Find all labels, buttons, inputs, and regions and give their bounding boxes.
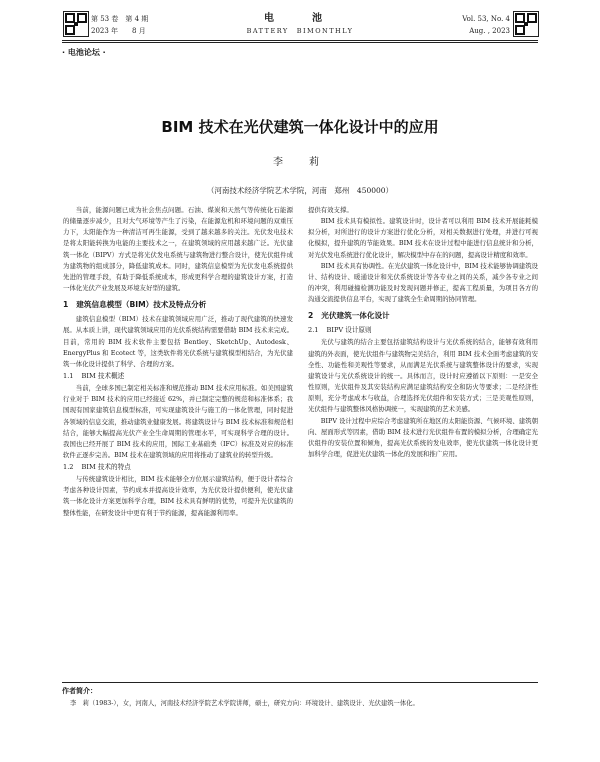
journal-name-cn: 电 池: [264, 13, 336, 24]
article-title: BIM 技术在光伏建筑一体化设计中的应用: [161, 118, 439, 136]
body-paragraph: 建筑信息模型（BIM）技术在建筑领域应用广泛，推动了现代建筑的快速发展。从本质上讲，现代建筑领域应用的光伏系统结构需要借助 BIM 技术来完成。目前，常用的 BIM 技术软件主要包括 Bentley、SketchUp、Autodesk、EnergyPlus 和 Ecotect 等，这类软件将光伏系统与建筑模型相结合，为光伏建筑一体化设计提供了科学、合理的方案。: [63, 315, 293, 368]
body-paragraph: BIPV 设计过程中应综合考虑建筑所在地区的太阳能资源、气候环境、建筑朝向、屋面形式等因素，借助 BIM 技术进行光伏组件布置的模拟分析，合理确定光伏组件的安装位置和倾角，提高光伏系统的发电效率，使光伏建筑一体化设计更加科学合理，促进光伏建筑一体化的发展和推广应用。: [308, 416, 538, 458]
footnote-rule: [62, 682, 538, 683]
section-heading: 1 建筑信息模型（BIM）技术及特点分析: [63, 300, 207, 310]
journal-name-en: BATTERY BIMONTHLY: [246, 27, 354, 35]
header-rule: [62, 40, 538, 41]
subsection-heading: 1.1 BIM 技术概述: [63, 372, 125, 381]
section-heading: 2 光伏建筑一体化设计: [308, 311, 390, 321]
footnote-label: 作者简介：: [62, 687, 97, 695]
header-rule-thin: [62, 42, 538, 43]
body-column-left: [63, 205, 293, 671]
header-issue-en: [436, 13, 510, 37]
subsection-heading: 1.2 BIM 技术的特点: [63, 463, 131, 472]
section-tag: · 电池论坛 ·: [62, 48, 106, 57]
volume-cn: 第 53 卷 第 4 期: [91, 15, 149, 23]
intro-paragraph: 当前，能源问题已成为社会焦点问题。石油、煤炭和天然气等传统化石能源的储量逐步减少，且对大气环境等产生了污染，在能源危机和环境问题的双重压力下，太阳能作为一种清洁可再生能源，受到了越来越多的关注。光伏发电技术是将太阳能转换为电能的主要技术之一，在建筑领域的应用越来越广泛。光伏建筑一体化（BIPV）方式是将光伏发电系统与建筑物进行整合设计，使光伏组件成为建筑物的组成部分，降低建筑成本。同时，建筑信息模型为光伏发电系统提供先进的管理手段，有助于降低系统成本，形成更科学合理的建筑设计方案，打造一体化光伏产业发展及环境友好型的建筑。: [63, 206, 293, 293]
body-paragraph: 光伏与建筑的结合主要包括建筑结构设计与光伏系统的结合，能够有效利用建筑的外表面，使光伏组件与建筑物完美结合，利用 BIM 技术全面考虑建筑的安全性、功能性和美观性等要求，从而满足光伏系统与建筑整体设计的要求，实现建筑设计与光伏系统设计的统一。具体而言，设计时应遵循以下原则：一是安全性原则，光伏组件及其安装结构应满足建筑结构安全和防火等要求；二是经济性原则，充分考虑成本与收益，合理选择光伏组件和安装方式；三是美观性原则，光伏组件与建筑整体风格协调统一，实现建筑的艺术美感。: [308, 338, 538, 414]
footnote-text: 李 莉（1983-），女，河南人，河南技术经济学院艺术学院讲师，硕士，研究方向：环境设计、建筑设计、光伏建筑一体化。: [70, 700, 419, 707]
article-author: 李 莉: [273, 157, 327, 168]
body-paragraph: 与传统建筑设计相比，BIM 技术能够全方位展示建筑结构，便于设计者综合考虑各种设计因素，节约成本并提高设计效率，为光伏设计提供便利，使光伏建筑一体化设计方案更加科学合理，BIM 技术具有鲜明的优势，可提升光伏建筑的整体性能，在研发设计中更有利于节约能源，提高能源利用率。: [63, 475, 293, 517]
body-paragraph: BIM 技术具有协调性。在光伏建筑一体化设计中，BIM 技术能够协调建筑设计、结构设计、暖通设计和光伏系统设计等各专业之间的关系，减少各专业之间的冲突，利用碰撞检测功能及时发现问题并修正，提高工程质量，为项目各方的沟通交流提供信息平台，实现了建筑全生命周期的协同管理。: [308, 261, 538, 304]
body-paragraph: 当前，全球多国已制定相关标准和规范推动 BIM 技术应用标准。如美国建筑行业对于 BIM 技术的应用已经接近 62%，并已制定完整的规范和标准体系；我国现有国家建筑信息模型标准，可实现建筑设计与施工的一体化管理，同时促进各领域的信息交流，推动建筑业健康发展。将建筑设计与 BIM 技术标准和规范相结合，能够大幅提高光伏产业全生命周期的管理水平，可实现科学合理的设计。我国也已经开展了 BIM 技术的应用，国际工业基础类（IFC）标准及对应的标准软件正逐步完善。BIM 技术在建筑领域的应用将推动了建筑业的转型升级。: [63, 384, 293, 459]
volume-en: Vol. 53, No. 4: [462, 15, 510, 23]
body-column-right: [308, 205, 538, 671]
subsection-heading: 2.1 BIPV 设计原则: [308, 326, 372, 335]
article-affiliation: （河南技术经济学院艺术学院，河南 郑州 450000）: [206, 186, 394, 195]
body-paragraph: 提供有效支撑。: [308, 206, 353, 214]
date-en: Aug. , 2023: [469, 27, 510, 35]
body-paragraph: BIM 技术具有模拟性。建筑设计时，设计者可以利用 BIM 技术开展能耗模拟分析，对所进行的设计方案进行优化分析，对相关数据进行处理，并进行可视化模拟，提升建筑的节能效果。BIM 技术在设计过程中能进行信息统计和分析，对光伏发电系统进行优化设计，解决模型中存在的问题，提高设计精度和效率。: [308, 217, 538, 259]
header-journal: [0, 13, 600, 37]
year-cn: 2023 年 8 月: [91, 27, 146, 35]
